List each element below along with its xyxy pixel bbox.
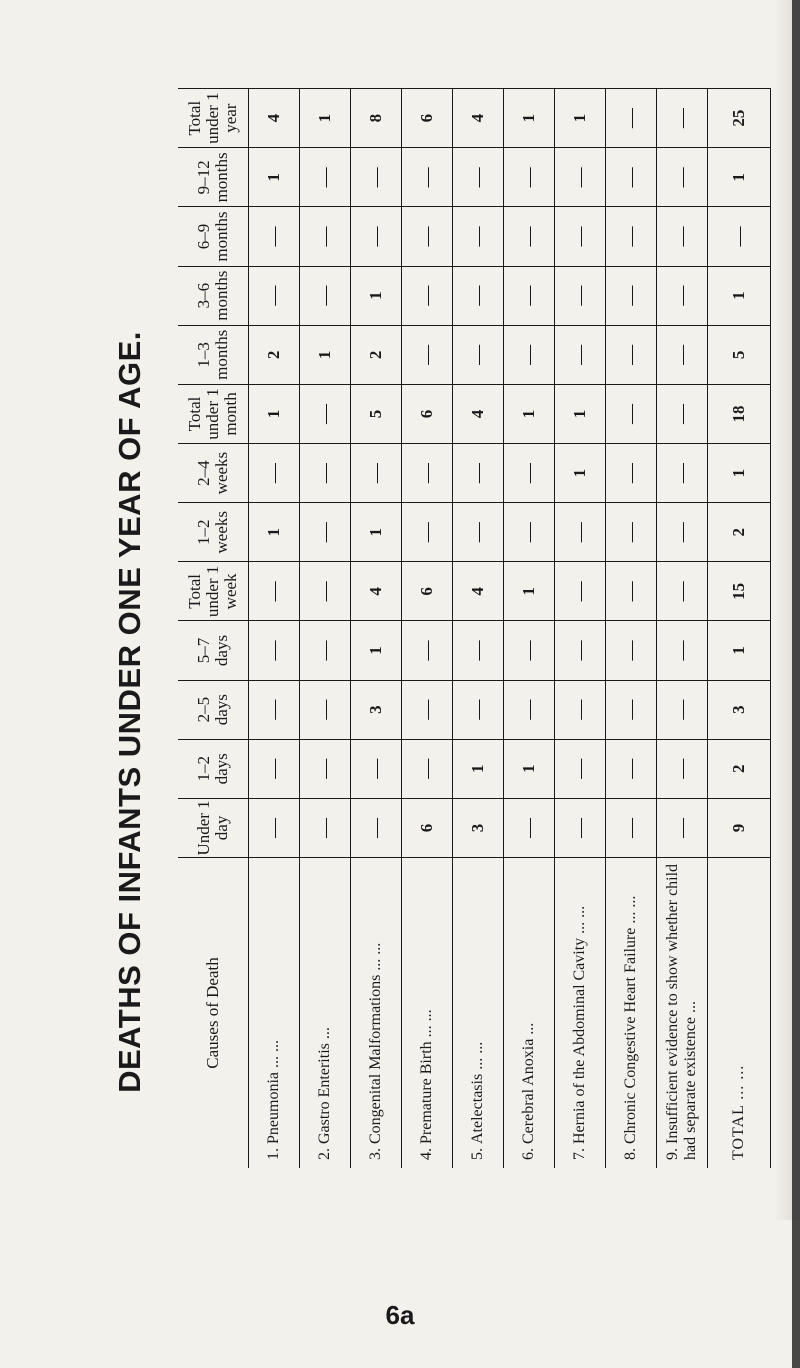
count-cell: — bbox=[504, 503, 555, 562]
count-cell: 1 bbox=[504, 562, 555, 621]
count-cell: 2 bbox=[249, 325, 300, 384]
count-cell: — bbox=[657, 680, 708, 739]
cause-cell bbox=[351, 858, 402, 1169]
total-count-cell: 9 bbox=[708, 798, 771, 857]
header-6-9-months: 6–9 months bbox=[178, 207, 249, 266]
count-cell: 4 bbox=[351, 562, 402, 621]
count-cell: — bbox=[300, 148, 351, 207]
cause-label: Atelectasis ... ... bbox=[469, 1041, 487, 1144]
count-cell: — bbox=[351, 798, 402, 857]
cause-number: 7. bbox=[571, 1148, 589, 1160]
total-count-cell: 18 bbox=[708, 384, 771, 443]
count-cell: — bbox=[606, 798, 657, 857]
count-cell: — bbox=[504, 798, 555, 857]
count-cell: 1 bbox=[351, 621, 402, 680]
total-count-cell: 2 bbox=[708, 739, 771, 798]
count-cell: 1 bbox=[351, 503, 402, 562]
header-1-3-months: 1–3 months bbox=[178, 325, 249, 384]
count-cell: — bbox=[555, 739, 606, 798]
count-cell: — bbox=[249, 444, 300, 503]
header-total-under-1-week: Total under 1 week bbox=[178, 562, 249, 621]
header-1-2-weeks: 1–2 weeks bbox=[178, 503, 249, 562]
count-cell: 3 bbox=[453, 798, 504, 857]
count-cell: — bbox=[555, 562, 606, 621]
count-cell: — bbox=[453, 680, 504, 739]
table-row bbox=[351, 89, 402, 1169]
count-cell: — bbox=[453, 325, 504, 384]
count-cell: — bbox=[402, 444, 453, 503]
count-cell: 4 bbox=[453, 384, 504, 443]
infant-deaths-table-container bbox=[178, 88, 750, 1168]
count-cell: 1 bbox=[555, 89, 606, 148]
count-cell: — bbox=[555, 621, 606, 680]
count-cell: 1 bbox=[249, 384, 300, 443]
page-number: 6a bbox=[385, 1300, 415, 1330]
cause-label: Congenital Malformations ... ... bbox=[367, 942, 385, 1144]
total-count-cell: 2 bbox=[708, 503, 771, 562]
table-row bbox=[300, 89, 351, 1169]
header-2-5-days: 2–5 days bbox=[178, 680, 249, 739]
count-cell: — bbox=[606, 207, 657, 266]
header-under-1-day: Under 1 day bbox=[178, 798, 249, 857]
table-row bbox=[249, 89, 300, 1169]
count-cell: — bbox=[504, 444, 555, 503]
count-cell: — bbox=[504, 266, 555, 325]
count-cell: — bbox=[504, 207, 555, 266]
cause-number: 4. bbox=[418, 1148, 436, 1160]
count-cell: — bbox=[300, 444, 351, 503]
count-cell: — bbox=[402, 148, 453, 207]
cause-label: Premature Birth ... ... bbox=[418, 1009, 436, 1144]
count-cell: 1 bbox=[351, 266, 402, 325]
count-cell: — bbox=[249, 798, 300, 857]
count-cell: — bbox=[606, 444, 657, 503]
cause-cell bbox=[249, 858, 300, 1169]
cause-label: Chronic Congestive Heart Failure ... ... bbox=[622, 895, 640, 1144]
cause-number: 2. bbox=[316, 1148, 334, 1160]
cause-cell bbox=[300, 858, 351, 1169]
count-cell: 1 bbox=[300, 89, 351, 148]
cause-label: Hernia of the Abdominal Cavity ... ... bbox=[571, 905, 589, 1144]
count-cell: — bbox=[351, 148, 402, 207]
count-cell: — bbox=[300, 798, 351, 857]
count-cell: — bbox=[555, 680, 606, 739]
cause-cell bbox=[657, 858, 708, 1169]
count-cell: 1 bbox=[555, 444, 606, 503]
count-cell: — bbox=[504, 621, 555, 680]
count-cell: — bbox=[249, 266, 300, 325]
count-cell: — bbox=[453, 444, 504, 503]
total-count-cell: 3 bbox=[708, 680, 771, 739]
table-header-row bbox=[178, 89, 249, 1169]
count-cell: — bbox=[606, 266, 657, 325]
count-cell: 1 bbox=[300, 325, 351, 384]
count-cell: — bbox=[453, 148, 504, 207]
cause-cell bbox=[504, 858, 555, 1169]
cause-number: 6. bbox=[520, 1148, 538, 1160]
count-cell: 1 bbox=[249, 148, 300, 207]
count-cell: 1 bbox=[249, 503, 300, 562]
count-cell: — bbox=[402, 503, 453, 562]
count-cell: — bbox=[606, 89, 657, 148]
count-cell: 1 bbox=[504, 739, 555, 798]
header-9-12-months: 9–12 months bbox=[178, 148, 249, 207]
total-count-cell: 15 bbox=[708, 562, 771, 621]
total-label: TOTAL ... ... bbox=[708, 858, 771, 1169]
count-cell: — bbox=[555, 266, 606, 325]
count-cell: 8 bbox=[351, 89, 402, 148]
count-cell: — bbox=[657, 503, 708, 562]
count-cell: — bbox=[402, 621, 453, 680]
total-count-cell: 5 bbox=[708, 325, 771, 384]
count-cell: — bbox=[657, 89, 708, 148]
count-cell: — bbox=[555, 207, 606, 266]
count-cell: — bbox=[555, 148, 606, 207]
header-2-4-weeks: 2–4 weeks bbox=[178, 444, 249, 503]
count-cell: — bbox=[300, 503, 351, 562]
count-cell: — bbox=[657, 325, 708, 384]
count-cell: — bbox=[555, 798, 606, 857]
count-cell: 1 bbox=[453, 739, 504, 798]
count-cell: 5 bbox=[351, 384, 402, 443]
count-cell: — bbox=[606, 739, 657, 798]
count-cell: — bbox=[657, 148, 708, 207]
count-cell: — bbox=[300, 266, 351, 325]
count-cell: — bbox=[606, 148, 657, 207]
count-cell: 4 bbox=[453, 89, 504, 148]
count-cell: — bbox=[657, 384, 708, 443]
cause-label: Insufficient evidence to show whether child had separate existence ... bbox=[664, 863, 699, 1160]
table-row bbox=[453, 89, 504, 1169]
total-count-cell: 1 bbox=[708, 444, 771, 503]
total-count-cell: 1 bbox=[708, 266, 771, 325]
total-count-cell: 1 bbox=[708, 621, 771, 680]
count-cell: — bbox=[657, 444, 708, 503]
cause-number: 9. bbox=[664, 1148, 682, 1160]
header-1-2-days: 1–2 days bbox=[178, 739, 249, 798]
count-cell: — bbox=[657, 562, 708, 621]
count-cell: — bbox=[402, 739, 453, 798]
count-cell: 1 bbox=[504, 89, 555, 148]
table-row bbox=[402, 89, 453, 1169]
count-cell: — bbox=[300, 739, 351, 798]
count-cell: — bbox=[351, 739, 402, 798]
cause-cell bbox=[402, 858, 453, 1169]
table-row bbox=[606, 89, 657, 1169]
count-cell: — bbox=[504, 325, 555, 384]
count-cell: — bbox=[453, 266, 504, 325]
table-total-row bbox=[708, 89, 771, 1169]
count-cell: — bbox=[555, 325, 606, 384]
count-cell: 6 bbox=[402, 89, 453, 148]
count-cell: — bbox=[657, 798, 708, 857]
count-cell: — bbox=[402, 266, 453, 325]
count-cell: — bbox=[300, 680, 351, 739]
count-cell: — bbox=[606, 621, 657, 680]
header-causes: Causes of Death bbox=[178, 858, 249, 1169]
count-cell: — bbox=[402, 325, 453, 384]
header-total-under-1-year: Total under 1 year bbox=[178, 89, 249, 148]
cause-number: 5. bbox=[469, 1148, 487, 1160]
count-cell: — bbox=[606, 503, 657, 562]
table-row bbox=[504, 89, 555, 1169]
count-cell: — bbox=[657, 266, 708, 325]
table-row bbox=[555, 89, 606, 1169]
count-cell: — bbox=[300, 207, 351, 266]
total-count-cell: 25 bbox=[708, 89, 771, 148]
count-cell: 4 bbox=[249, 89, 300, 148]
count-cell: — bbox=[402, 207, 453, 266]
cause-cell bbox=[555, 858, 606, 1169]
count-cell: 4 bbox=[453, 562, 504, 621]
count-cell: — bbox=[249, 680, 300, 739]
count-cell: 6 bbox=[402, 798, 453, 857]
count-cell: 3 bbox=[351, 680, 402, 739]
count-cell: — bbox=[351, 207, 402, 266]
count-cell: — bbox=[351, 444, 402, 503]
count-cell: — bbox=[249, 562, 300, 621]
count-cell: — bbox=[504, 680, 555, 739]
page-edge-strip bbox=[792, 0, 800, 1368]
count-cell: — bbox=[504, 148, 555, 207]
header-3-6-months: 3–6 months bbox=[178, 266, 249, 325]
header-5-7-days: 5–7 days bbox=[178, 621, 249, 680]
count-cell: 6 bbox=[402, 562, 453, 621]
count-cell: — bbox=[606, 680, 657, 739]
count-cell: 1 bbox=[555, 384, 606, 443]
count-cell: — bbox=[249, 207, 300, 266]
count-cell: 1 bbox=[504, 384, 555, 443]
cause-number: 1. bbox=[265, 1148, 283, 1160]
count-cell: — bbox=[453, 207, 504, 266]
total-count-cell: 1 bbox=[708, 148, 771, 207]
header-total-under-1-month: Total under 1 month bbox=[178, 384, 249, 443]
count-cell: — bbox=[402, 680, 453, 739]
count-cell: — bbox=[606, 562, 657, 621]
cause-cell bbox=[453, 858, 504, 1169]
count-cell: — bbox=[657, 739, 708, 798]
table-body bbox=[249, 89, 771, 1169]
cause-cell bbox=[606, 858, 657, 1169]
infant-deaths-table bbox=[178, 88, 771, 1168]
total-count-cell: — bbox=[708, 207, 771, 266]
cause-number: 8. bbox=[622, 1148, 640, 1160]
table-row bbox=[657, 89, 708, 1169]
cause-label: Pneumonia ... ... bbox=[265, 1040, 283, 1144]
count-cell: — bbox=[300, 384, 351, 443]
cause-label: Gastro Enteritis ... bbox=[316, 1027, 334, 1144]
page-title: DEATHS OF INFANTS UNDER ONE YEAR OF AGE. bbox=[112, 331, 147, 1093]
count-cell: — bbox=[300, 562, 351, 621]
count-cell: 6 bbox=[402, 384, 453, 443]
count-cell: — bbox=[300, 621, 351, 680]
count-cell: — bbox=[606, 384, 657, 443]
count-cell: — bbox=[657, 621, 708, 680]
cause-label: Cerebral Anoxia ... bbox=[520, 1022, 538, 1144]
count-cell: — bbox=[453, 621, 504, 680]
count-cell: — bbox=[657, 207, 708, 266]
count-cell: — bbox=[249, 739, 300, 798]
count-cell: — bbox=[555, 503, 606, 562]
cause-number: 3. bbox=[367, 1148, 385, 1160]
count-cell: — bbox=[453, 503, 504, 562]
count-cell: 2 bbox=[351, 325, 402, 384]
count-cell: — bbox=[249, 621, 300, 680]
count-cell: — bbox=[606, 325, 657, 384]
